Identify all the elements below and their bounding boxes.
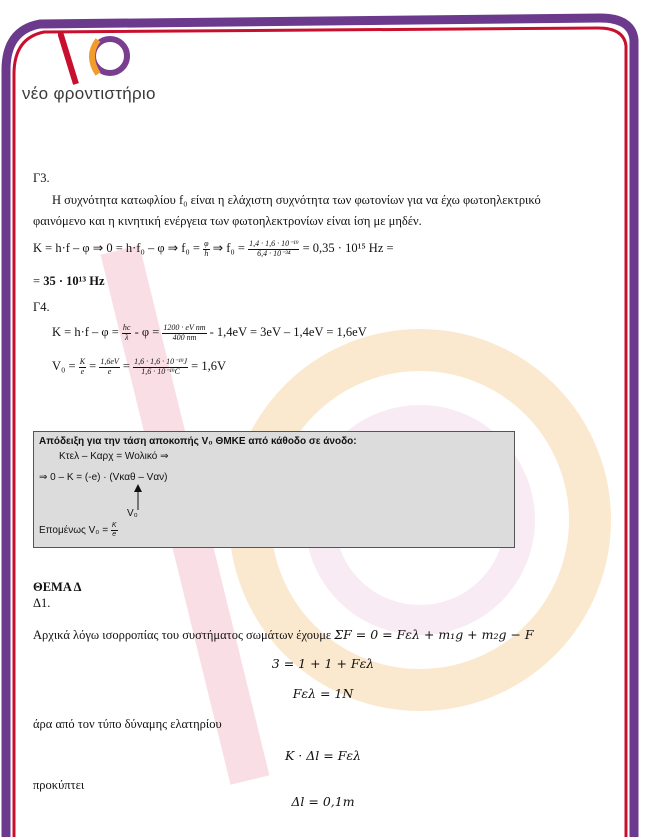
fraction: $\frac{\text{1200 · eV nm}}{400 nm}$: [163, 323, 206, 342]
proof-line-2: ⇒ 0 – K = (-e) · (Vκαθ – Vαν): [39, 472, 168, 483]
proof-v0-label: V₀: [127, 508, 138, 519]
fraction: $\frac{hc}{\lambda}$: [122, 323, 131, 342]
arrow-up-icon: [133, 484, 143, 510]
fraction: $\frac{\text{1,6 · 1,6 · 10⁻¹⁹J}}{\text{1,6 · 10⁻¹⁹C}}$: [134, 357, 188, 376]
theme-d-sub: Δ1.: [33, 596, 51, 610]
fraction: $\frac{K}{e}$: [79, 357, 86, 376]
proof-line-1: Κτελ – Καρχ = Wολικό ⇒: [59, 451, 169, 462]
theme-d-text-3: προκύπτει: [33, 778, 85, 792]
theme-d-title: ΘΕΜΑ Δ: [33, 580, 82, 594]
g4-equation-1: K = h·f – φ = $\frac{hc}{\lambda}$ - φ = $\frac{\text{1200 · eV nm}}{400 nm}$ - 1,4eV = 3eV – 1,4eV = 1,6eV: [52, 323, 367, 342]
brand-logo-icon: [58, 30, 133, 86]
fraction: $\frac{\text{1,4 · 1,6 · 10⁻¹⁹}}{\text{6,4 · 10⁻³⁴}}$: [249, 239, 299, 258]
g3-paragraph-line1: Η συχνότητα κατωφλίου f₀ είναι η ελάχιστη συχνότητα των φωτονίων για να έχω φωτοηλεκτρικό: [52, 193, 541, 207]
g3-paragraph-line2: φαινόμενο και η κινητική ενέργεια των φωτοηλεκτρονίων είναι ίση με μηδέν.: [33, 214, 422, 228]
theme-d-eq-b: Fελ = 1N: [292, 686, 354, 701]
theme-d-eq-c: K · Δl = Fελ: [284, 748, 361, 763]
theme-d-eq-a: 3 = 1 + 1 + Fελ: [271, 656, 375, 671]
g3-result: 35 · 10¹³ Hz: [43, 274, 105, 288]
fraction: $\frac{\varphi}{h}$: [204, 239, 209, 258]
section-label-g3: Γ3.: [33, 171, 50, 185]
eq-text: ⇒ f₀ =: [212, 241, 245, 256]
g3-equation-1: [33, 240, 394, 259]
proof-line-3: Επομένως V₀ = $\frac{K}{e}$: [39, 522, 117, 538]
g3-equation-2: = 35 · 10¹³ Hz: [33, 274, 105, 288]
fraction: $\frac{1,6eV}{e}$: [100, 357, 119, 376]
section-label-g4: Γ4.: [33, 300, 50, 314]
eq-text: = 0,35 · 10¹⁵ Hz =: [302, 241, 394, 256]
proof-title: Απόδειξη για την τάση αποκοπής V₀ ΘΜΚΕ από κάθοδο σε άνοδο:: [39, 436, 357, 447]
theme-d-intro: Αρχικά λόγω ισορροπίας του συστήματος σωμάτων έχουμε ΣF = 0 = Fελ + m₁g + m₂g − F: [33, 627, 534, 642]
eq-text: K = h·f – φ ⇒ 0 = h·f₀ – φ ⇒ f₀ =: [33, 241, 200, 256]
fraction: $\frac{K}{e}$: [111, 522, 117, 538]
theme-d-eq-d: Δl = 0,1m: [291, 794, 355, 809]
g4-equation-2: V₀ = $\frac{K}{e}$ = $\frac{1,6eV}{e}$ = $\frac{\text{1,6 · 1,6 · 10⁻¹⁹J}}{\text{1,6 · 10⁻¹⁹C}}$ = 1,6V: [52, 357, 226, 376]
theme-d-text-2: άρα από τον τύπο δύναμης ελατηρίου: [33, 717, 222, 731]
proof-box: [33, 431, 515, 548]
brand-name: νέο φροντιστήριο: [22, 84, 156, 103]
